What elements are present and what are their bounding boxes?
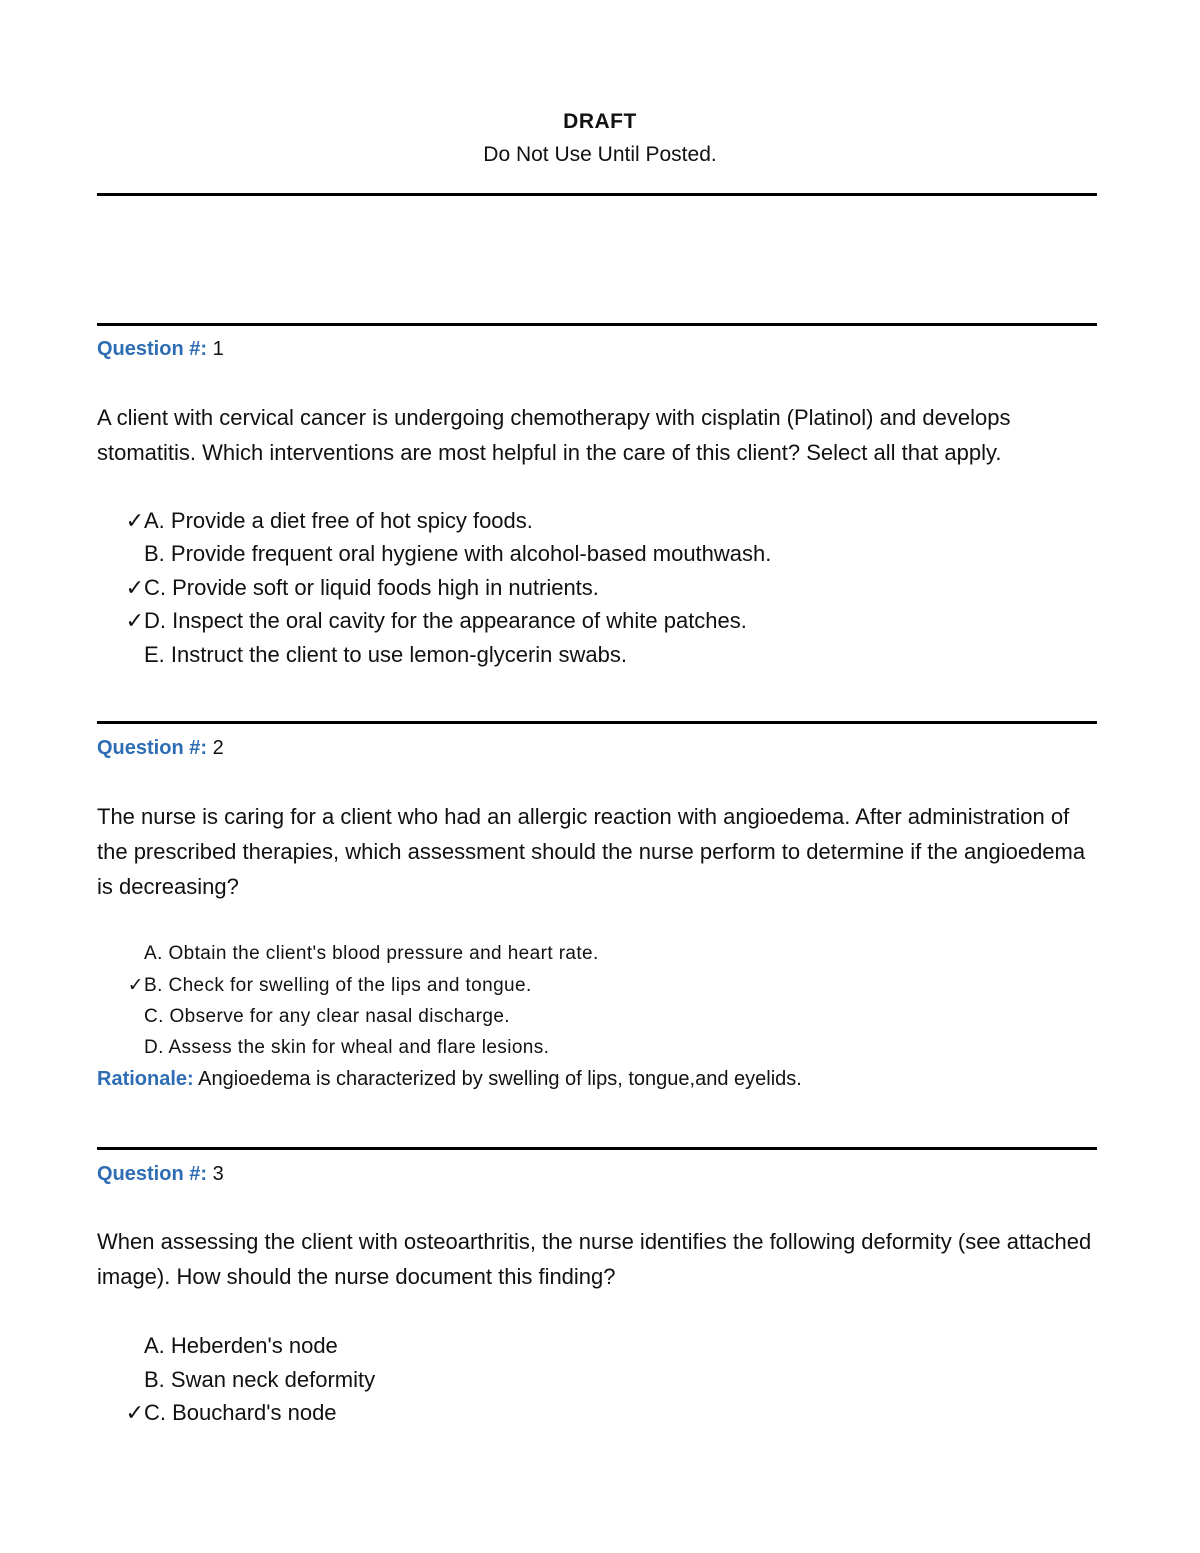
option-letter: C. — [144, 1006, 164, 1027]
option-letter: D. — [144, 608, 166, 633]
answer-option — [120, 1037, 549, 1059]
question-text: The nurse is caring for a client who had an allergic reaction with angioedema. After administration of the prescribed therapies, which assessment should the nurse perform to determine if the angioedema is decreasing? — [97, 804, 1086, 899]
question-label: Question #: — [97, 1163, 208, 1185]
option-letter: E. — [144, 642, 165, 667]
question-label: Question #: — [97, 737, 208, 759]
question-number: 1 — [212, 338, 224, 360]
option-text: Provide soft or liquid foods high in nutrients. — [166, 575, 599, 600]
answer-option — [120, 1367, 375, 1393]
question-text: When assessing the client with osteoarthritis, the nurse identifies the following deformity (see attached image). How should the nurse document this finding? — [97, 1229, 1092, 1289]
answer-option — [120, 943, 599, 965]
draft-subtitle: Do Not Use Until Posted. — [483, 143, 717, 166]
option-letter: B. — [144, 975, 163, 996]
checkmark-icon: ✓ — [125, 575, 144, 600]
rationale-text: Angioedema is characterized by swelling of lips, tongue,and eyelids. — [193, 1068, 802, 1090]
question-text: A client with cervical cancer is undergoing chemotherapy with cisplatin (Platinol) and develops stomatitis. Which interventions are most helpful in the care of this client? Select all that apply. — [97, 405, 1011, 465]
question-divider — [97, 721, 1097, 724]
question-number-label — [97, 737, 224, 760]
answer-option — [120, 541, 771, 567]
answer-option — [120, 1006, 510, 1028]
question-divider — [97, 1147, 1097, 1150]
answer-option — [120, 642, 627, 668]
option-text: Obtain the client's blood pressure and heart rate. — [162, 943, 599, 964]
answer-option — [120, 608, 747, 634]
checkmark-icon: ✓ — [125, 608, 144, 633]
option-text: Bouchard's node — [166, 1400, 337, 1425]
answer-option — [120, 1400, 337, 1426]
option-letter: A. — [144, 1333, 165, 1358]
option-text: Heberden's node — [164, 1333, 338, 1358]
option-text: Check for swelling of the lips and tongue. — [162, 975, 532, 996]
question-divider — [97, 323, 1097, 326]
question-number: 3 — [212, 1163, 224, 1185]
option-letter: B. — [144, 1367, 165, 1392]
question-number-label — [97, 338, 224, 361]
option-text: Instruct the client to use lemon-glycerin swabs. — [164, 642, 628, 667]
rationale — [97, 1068, 802, 1091]
option-text: Swan neck deformity — [164, 1367, 376, 1392]
header-divider — [97, 193, 1097, 196]
option-letter: C. — [144, 575, 166, 600]
option-text: Provide a diet free of hot spicy foods. — [164, 508, 533, 533]
question-label: Question #: — [97, 338, 208, 360]
answer-option — [120, 508, 533, 534]
option-text: Provide frequent oral hygiene with alcohol-based mouthwash. — [164, 541, 772, 566]
answer-option — [120, 575, 599, 601]
question-number-label — [97, 1163, 224, 1186]
option-text: Observe for any clear nasal discharge. — [163, 1006, 510, 1027]
option-letter: A. — [144, 508, 165, 533]
option-text: Assess the skin for wheal and flare lesions. — [163, 1037, 550, 1058]
option-letter: C. — [144, 1400, 166, 1425]
question-number: 2 — [212, 737, 224, 759]
option-letter: D. — [144, 1037, 164, 1058]
checkmark-icon: ✓ — [127, 975, 144, 996]
option-letter: A. — [144, 943, 163, 964]
checkmark-icon: ✓ — [125, 1400, 144, 1425]
checkmark-icon: ✓ — [125, 508, 144, 533]
option-text: Inspect the oral cavity for the appearance of white patches. — [166, 608, 747, 633]
option-letter: B. — [144, 541, 165, 566]
draft-title: DRAFT — [563, 110, 637, 133]
answer-option — [120, 1333, 338, 1359]
rationale-label: Rationale: — [97, 1068, 194, 1090]
answer-option — [120, 974, 532, 997]
